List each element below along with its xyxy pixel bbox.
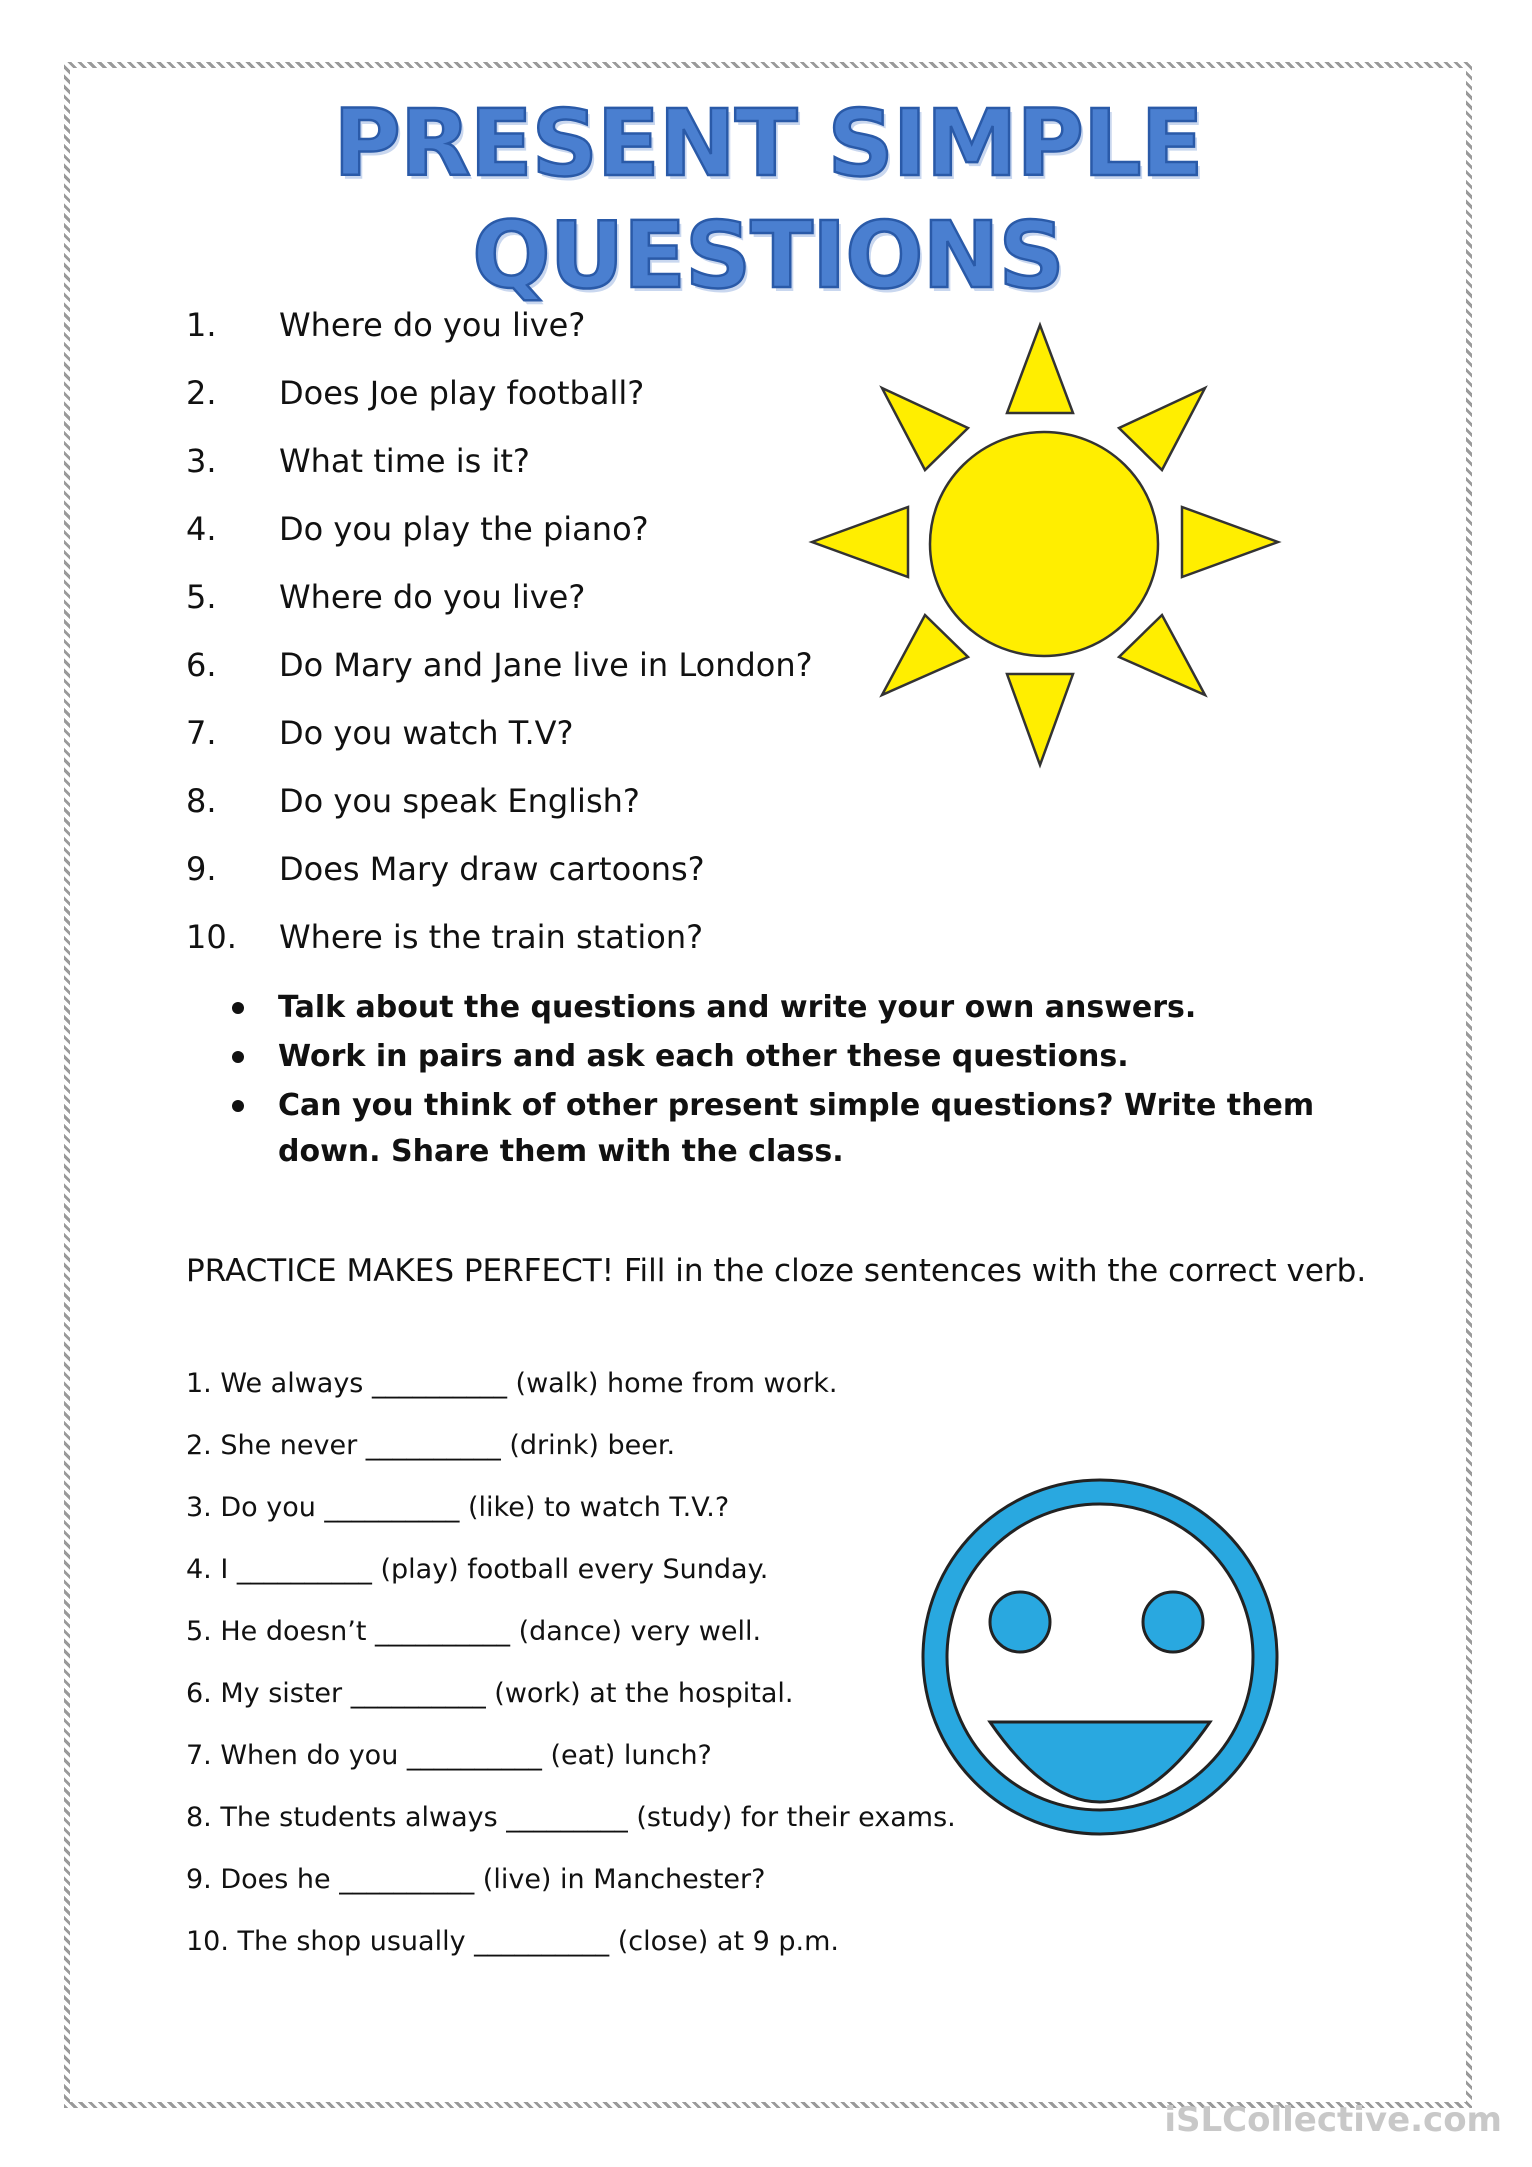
question-number: 5. bbox=[186, 578, 217, 616]
cloze-sentence: 4. I __________ (play) football every Sunday. bbox=[186, 1554, 769, 1585]
sun-icon bbox=[800, 320, 1280, 770]
cloze-sentence: 5. He doesn’t __________ (dance) very well. bbox=[186, 1616, 762, 1647]
instruction-text: Work in pairs and ask each other these questions. bbox=[278, 1039, 1129, 1074]
cloze-sentence: 6. My sister __________ (work) at the hospital. bbox=[186, 1678, 794, 1709]
cloze-sentence: 8. The students always _________ (study) for their exams. bbox=[186, 1802, 956, 1833]
list-item bbox=[232, 985, 1372, 1031]
question-text: Do you speak English? bbox=[279, 782, 640, 820]
cloze-sentence: 7. When do you __________ (eat) lunch? bbox=[186, 1740, 712, 1771]
question-number: 3. bbox=[186, 442, 217, 480]
question-number: 7. bbox=[186, 714, 217, 752]
bullet-icon bbox=[232, 1051, 244, 1063]
list-item bbox=[232, 1034, 1372, 1080]
cloze-sentence: 10. The shop usually __________ (close) at 9 p.m. bbox=[186, 1926, 839, 1957]
list-item bbox=[232, 1083, 1372, 1175]
question-number: 1. bbox=[186, 306, 217, 344]
instructions-list bbox=[232, 985, 1372, 1178]
cloze-sentence: 3. Do you __________ (like) to watch T.V.? bbox=[186, 1492, 730, 1523]
practice-heading: PRACTICE MAKES PERFECT! Fill in the cloze sentences with the correct verb. bbox=[186, 1253, 1367, 1289]
cloze-sentence: 2. She never __________ (drink) beer. bbox=[186, 1430, 676, 1461]
question-text: Does Mary draw cartoons? bbox=[279, 850, 705, 888]
instruction-text: Talk about the questions and write your own answers. bbox=[278, 990, 1197, 1025]
question-text: What time is it? bbox=[279, 442, 530, 480]
bullet-icon bbox=[232, 1100, 244, 1112]
smiley-face-icon bbox=[915, 1472, 1285, 1842]
question-text: Do Mary and Jane live in London? bbox=[279, 646, 813, 684]
question-number: 8. bbox=[186, 782, 217, 820]
question-number: 10. bbox=[186, 918, 237, 956]
cloze-sentence: 1. We always __________ (walk) home from work. bbox=[186, 1368, 838, 1399]
instruction-text: Can you think of other present simple questions? Write them down. Share them with the class. bbox=[278, 1088, 1315, 1169]
question-number: 6. bbox=[186, 646, 217, 684]
question-number: 9. bbox=[186, 850, 217, 888]
question-text: Do you watch T.V? bbox=[279, 714, 574, 752]
question-number: 4. bbox=[186, 510, 217, 548]
question-number: 2. bbox=[186, 374, 217, 412]
question-text: Does Joe play football? bbox=[279, 374, 645, 412]
bullet-icon bbox=[232, 1002, 244, 1014]
question-text: Where do you live? bbox=[279, 578, 586, 616]
question-text: Where do you live? bbox=[279, 306, 586, 344]
watermark: iSLCollective.com bbox=[1164, 2100, 1502, 2140]
cloze-sentence: 9. Does he __________ (live) in Manchester? bbox=[186, 1864, 766, 1895]
page-title: PRESENT SIMPLE QUESTIONS bbox=[333, 90, 1203, 309]
question-text: Where is the train station? bbox=[279, 918, 704, 956]
question-text: Do you play the piano? bbox=[279, 510, 649, 548]
